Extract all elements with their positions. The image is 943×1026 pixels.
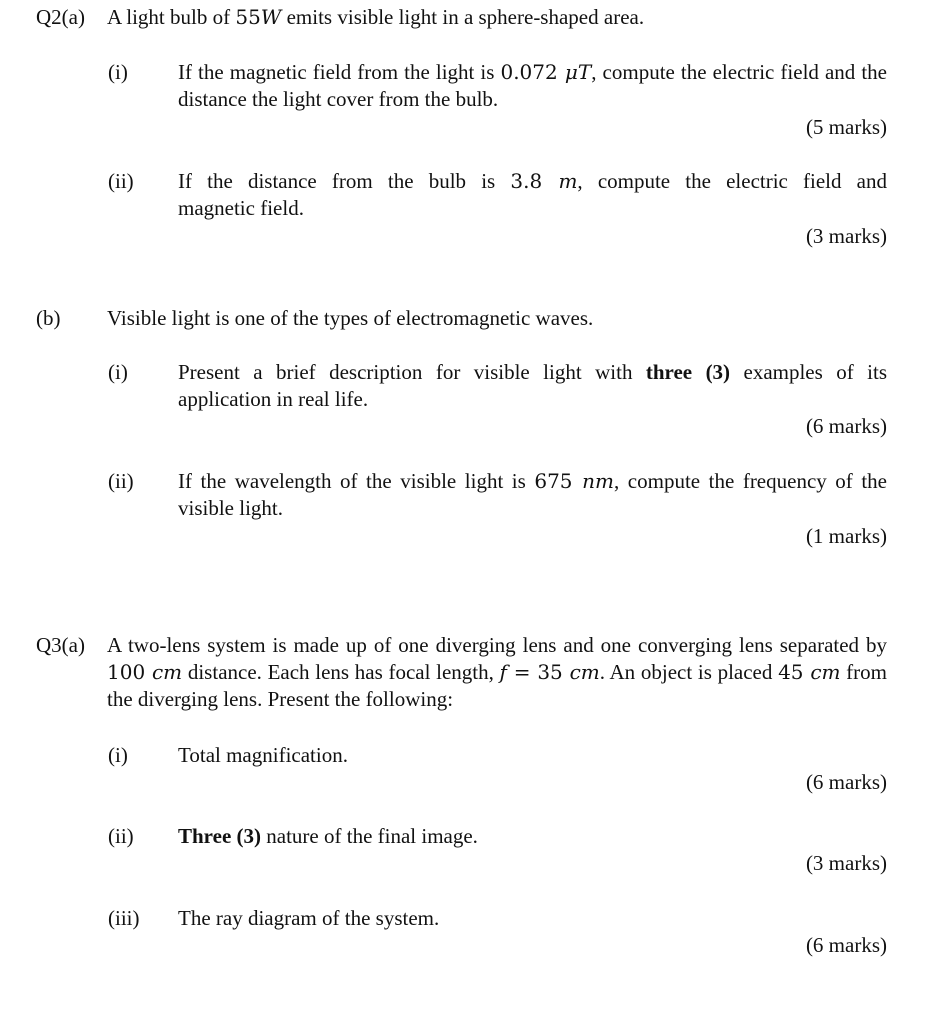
question-label-q3a: Q3(a) <box>36 633 85 657</box>
subpart-text-q3a-i: Total magnification. <box>178 743 348 767</box>
marks-q3a-iii: (6 marks) <box>805 933 887 957</box>
marks-q2b-i: (6 marks) <box>805 414 887 438</box>
marks-q2a-ii: (3 marks) <box>805 224 887 248</box>
subpart-label-q2b-i: (i) <box>108 360 128 384</box>
subpart-text-q3a-iii: The ray diagram of the system. <box>178 906 440 930</box>
marks-q2b-ii: (1 marks) <box>805 524 887 548</box>
subpart-label-q2b-ii: (ii) <box>108 469 134 493</box>
subpart-text-q3a-ii: Three (3) nature of the final image. <box>178 824 478 848</box>
subpart-text-q2b-ii: If the wavelength of the visible light is 675 nm, compute the frequency of the visible light. <box>178 469 887 520</box>
marks-q2a-i: (5 marks) <box>805 115 887 139</box>
question-label-q2a: Q2(a) <box>36 5 85 29</box>
question-stem-q2b: Visible light is one of the types of electromagnetic waves. <box>107 306 594 330</box>
subpart-label-q2a-i: (i) <box>108 60 128 84</box>
subpart-text-q2a-ii-line2: magnetic field. <box>178 196 304 220</box>
subpart-text-q2a-i: If the magnetic field from the light is 0.072 μT, compute the electric field and the distance the light cover from the bulb. <box>178 60 887 111</box>
marks-q3a-ii: (3 marks) <box>805 851 887 875</box>
subpart-label-q3a-i: (i) <box>108 743 128 767</box>
question-stem-q3a: A two-lens system is made up of one diverging lens and one converging lens separated by 100 cm distance. Each lens has focal length, f = 35 cm. An object is placed 45 cm from the diverging lens. Present the following: <box>107 633 887 711</box>
question-stem-q2a: A light bulb of 55W emits visible light in a sphere-shaped area. <box>107 5 645 29</box>
marks-q3a-i: (6 marks) <box>805 770 887 794</box>
subpart-label-q2a-ii: (ii) <box>108 169 134 193</box>
subpart-label-q3a-iii: (iii) <box>108 906 140 930</box>
subpart-text-q2a-ii-line1: If the distance from the bulb is 3.8 m, compute the electric field and <box>178 169 887 193</box>
question-label-q2b: (b) <box>36 306 61 330</box>
subpart-label-q3a-ii: (ii) <box>108 824 134 848</box>
subpart-text-q2b-i: Present a brief description for visible light with three (3) examples of its application in real life. <box>178 360 887 411</box>
